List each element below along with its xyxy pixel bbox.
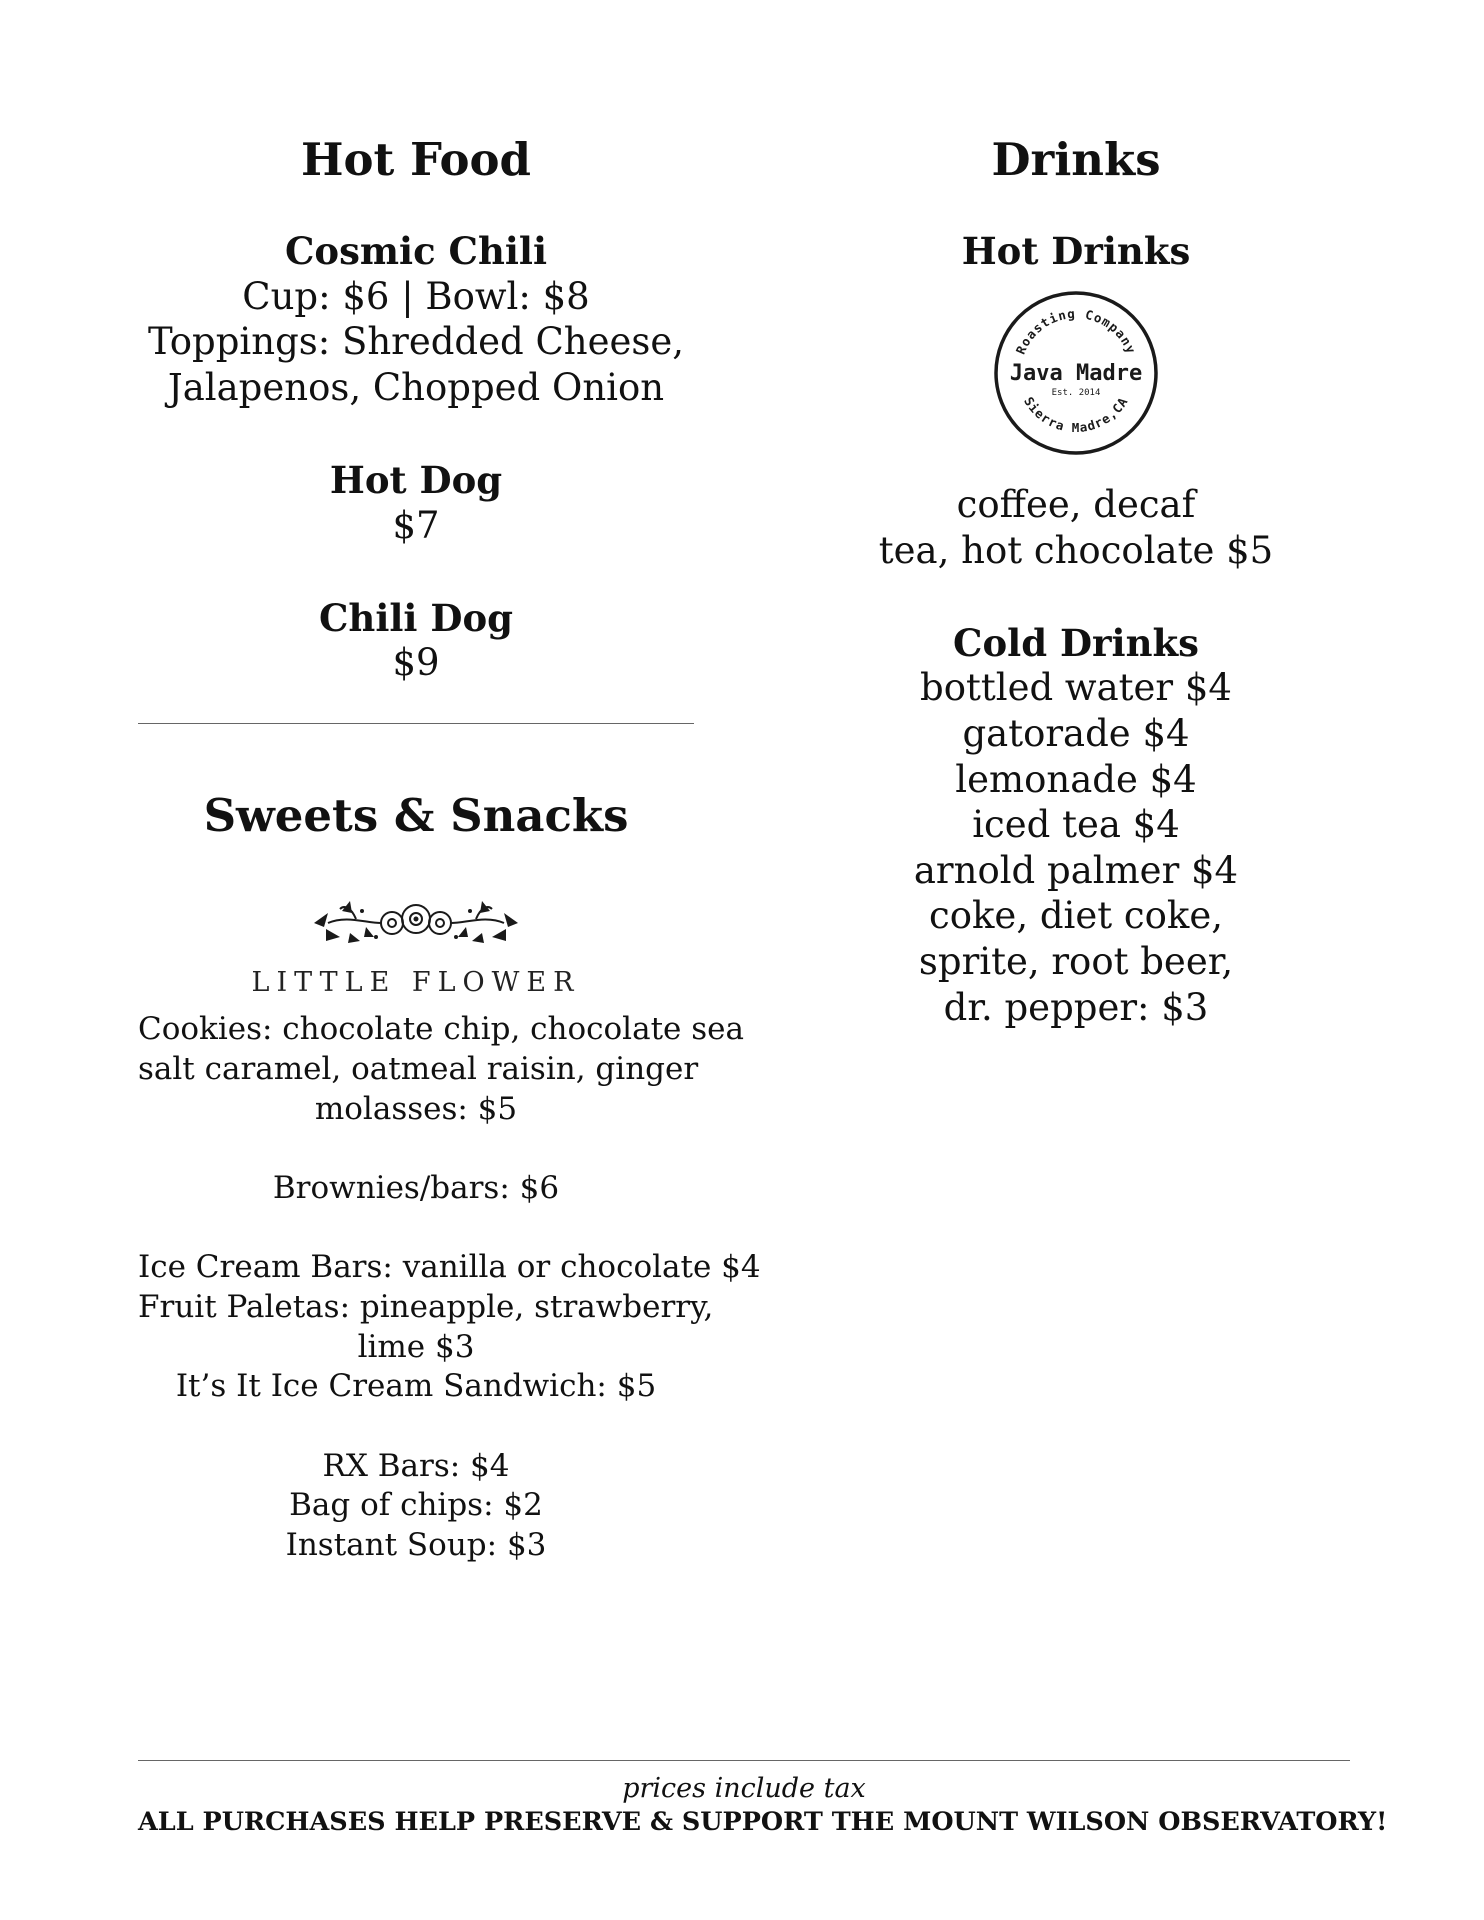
- java-madre-logo: [820, 288, 1332, 458]
- cold-drink-5: coke, diet coke,: [929, 894, 1223, 937]
- cold-drink-4: arnold palmer $4: [913, 849, 1239, 892]
- brownies-line: Brownies/bars: $6: [272, 1170, 560, 1206]
- frozen-line-2: Fruit Paletas: pineapple, strawberry,: [138, 1289, 714, 1325]
- cold-drink-6: sprite, root beer,: [918, 940, 1234, 983]
- hot-dog-price: $7: [392, 504, 440, 547]
- snacks-line-3: Instant Soup: $3: [285, 1527, 547, 1563]
- cosmic-chili-toppings-cont: Jalapenos, Chopped Onion: [167, 366, 665, 409]
- java-madre-name: Java Madre: [1009, 361, 1143, 386]
- cold-drink-3: iced tea $4: [972, 803, 1180, 846]
- chili-dog-price: $9: [392, 641, 440, 684]
- footer-divider: [138, 1760, 1350, 1761]
- hot-drinks-line-2: tea, hot chocolate $5: [878, 529, 1274, 572]
- little-flower-logo-icon: [246, 893, 586, 1001]
- hot-drinks-line-1: coffee, decaf: [956, 483, 1196, 526]
- drinks-heading: Drinks: [991, 133, 1161, 186]
- java-madre-top-text: Roasting Company: [1012, 305, 1140, 357]
- cold-drink-7: dr. pepper: $3: [943, 986, 1209, 1029]
- frozen-line-3: lime $3: [357, 1329, 475, 1365]
- chili-dog-name: Chili Dog: [318, 596, 514, 640]
- little-flower-logo-text: LITTLE FLOWER: [251, 967, 581, 998]
- frozen-line-1: Ice Cream Bars: vanilla or chocolate $4: [138, 1249, 761, 1285]
- footer-support-message: ALL PURCHASES HELP PRESERVE & SUPPORT THE MOUNT WILSON OBSERVATORY!: [138, 1807, 1388, 1837]
- sweets-heading: Sweets & Snacks: [203, 789, 629, 842]
- cold-drinks-heading: Cold Drinks: [953, 621, 1199, 665]
- hot-food-divider: [138, 723, 694, 724]
- cold-drink-2: lemonade $4: [955, 758, 1197, 801]
- java-madre-logo-icon: [991, 288, 1161, 458]
- java-madre-est: Est. 2014: [1051, 388, 1101, 398]
- cosmic-chili-toppings: Toppings: Shredded Cheese,: [147, 320, 685, 363]
- frozen-line-4: It’s It Ice Cream Sandwich: $5: [175, 1368, 657, 1404]
- snacks-line-1: RX Bars: $4: [322, 1448, 510, 1484]
- footer-tax-note: prices include tax: [622, 1773, 866, 1804]
- cookies-line-2: salt caramel, oatmeal raisin, ginger: [138, 1051, 699, 1087]
- cold-drink-1: gatorade $4: [962, 712, 1190, 755]
- java-madre-bottom-text: Sierra Madre,CA: [1021, 394, 1131, 435]
- snacks-line-2: Bag of chips: $2: [289, 1487, 543, 1523]
- cosmic-chili-price: Cup: $6 | Bowl: $8: [242, 275, 590, 318]
- hot-food-heading: Hot Food: [301, 133, 531, 186]
- cosmic-chili-name: Cosmic Chili: [284, 229, 548, 273]
- hot-dog-name: Hot Dog: [329, 458, 503, 502]
- cookies-line-3: molasses: $5: [314, 1091, 518, 1127]
- little-flower-logo: [138, 893, 694, 1001]
- cold-drink-0: bottled water $4: [920, 666, 1232, 709]
- cookies-line-1: Cookies: chocolate chip, chocolate sea: [138, 1011, 744, 1047]
- hot-drinks-heading: Hot Drinks: [961, 229, 1191, 273]
